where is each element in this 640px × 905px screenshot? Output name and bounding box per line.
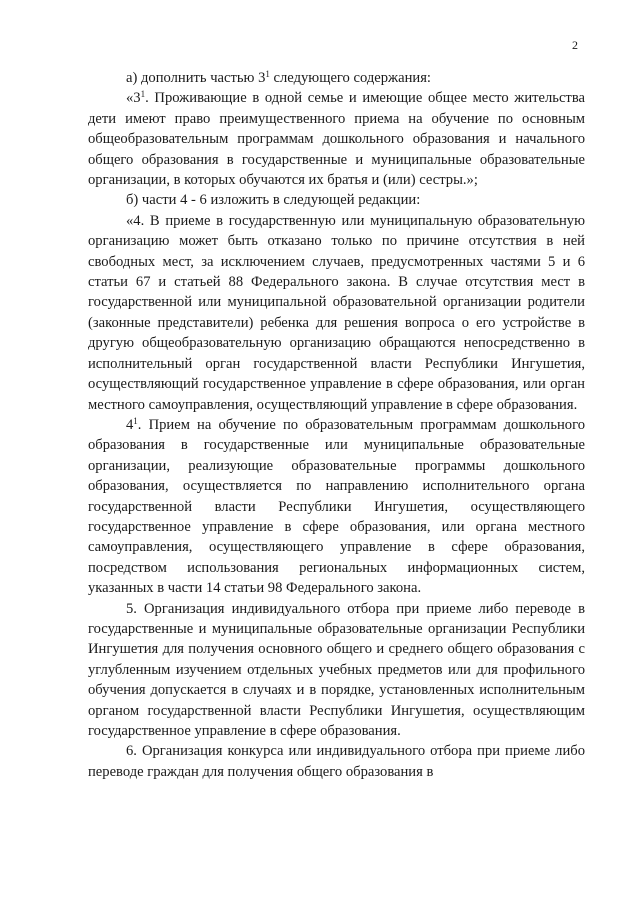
- page-number: 2: [572, 38, 578, 52]
- paragraph-part-3-1: «$3^1$. Проживающие в одной семье и имеющие общее место жительства дети имеют право преимущественного приема на обучение по основным общеобразовательным программам дошкольного образования и начального общего образования в государственные и муниципальные образовательные организации, в которых обучаются их братья и (или) сестры.»;: [88, 89, 585, 189]
- paragraph-amend-a: а) дополнить частью $3^1$ следующего содержания:: [126, 69, 431, 86]
- paragraph-part-4: «4. В приеме в государственную или муниципальную образовательную организацию может быть отказано только по причине отсутствия в ней свободных мест, за исключением случаев, предусмотренных частями 5 и 6 статьи 67 и статьей 88 Федерального закона. В случае отсутствия мест в государственной или муниципальной образовательной организации родители (законные представители) ребенка для решения вопроса о его устройстве в другую общеобразовательную организацию обращаются непосредственно в исполнительный орган государственной власти Республики Ингушетия, осуществляющий государственное управление в сфере образования, или орган местного самоуправления, осуществляющий управление в сфере образования.: [88, 212, 585, 413]
- document-body: [88, 68, 585, 782]
- paragraph-part-6: 6. Организация конкурса или индивидуального отбора при приеме либо переводе граждан для получения общего образования в: [88, 743, 585, 780]
- paragraph-part-5: 5. Организация индивидуального отбора при приеме либо переводе в государственные и муниципальные образовательные организации Республики Ингушетия для получения основного общего и среднего общего образования с углубленным изучением отдельных учебных предметов или для профильного обучения допускается в случаях и в порядке, установленных исполнительным органом государственной власти Республики Ингушетия, осуществляющим государственное управление в сфере образования.: [88, 600, 585, 739]
- paragraph-part-4-1: $4^1$. Прием на обучение по образовательным программам дошкольного образования в государственные или муниципальные образовательные организации, реализующие образовательные программы дошкольного образования, осуществляется по направлению исполнительного органа государственной власти Республики Ингушетия, осуществляющего государственное управление в сфере образования, или органа местного самоуправления, осуществляющего управление в сфере образования, посредством использования региональных информационных систем, указанных в части 14 статьи 98 Федерального закона.: [88, 415, 585, 597]
- paragraph-amend-b: б) части 4 - 6 изложить в следующей редакции:: [126, 192, 421, 209]
